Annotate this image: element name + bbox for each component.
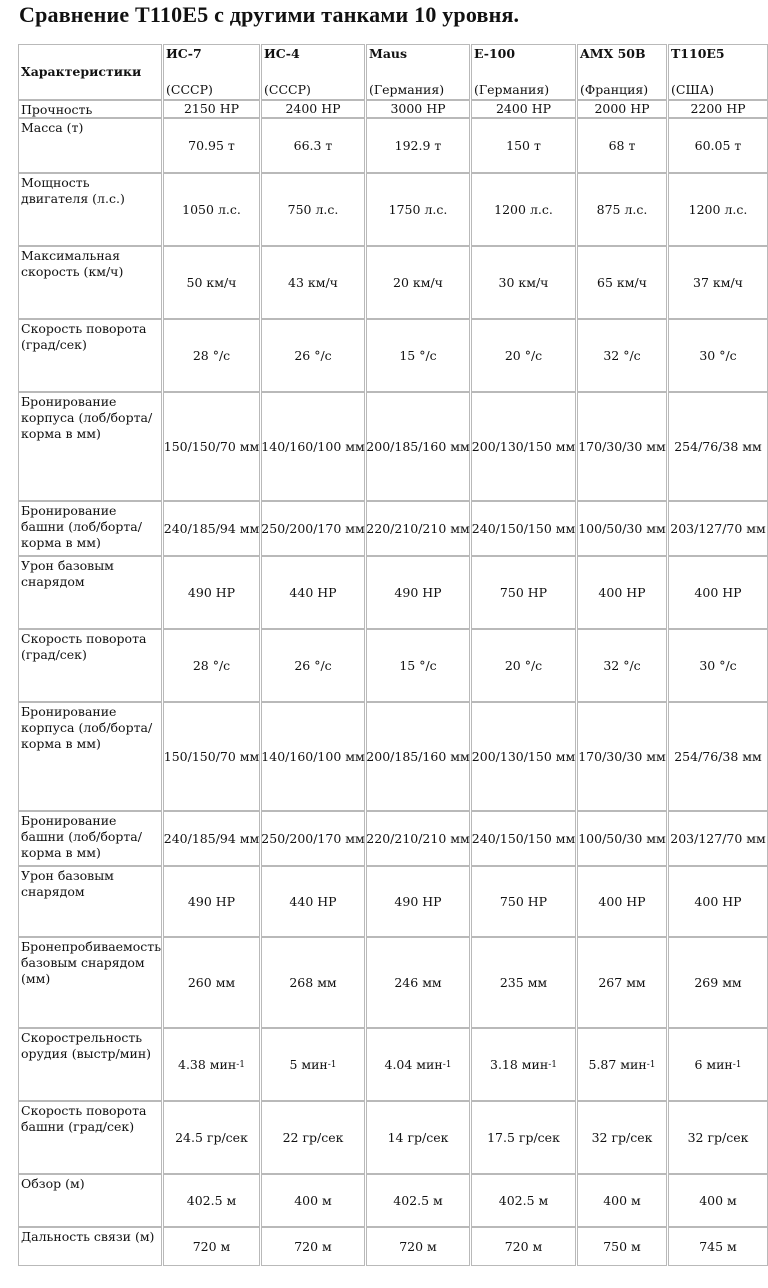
value-text: 3.18 мин: [490, 1056, 549, 1072]
row-label: Масса (т): [18, 118, 162, 173]
header-tank-1: [163, 44, 260, 100]
value-text: 14 гр/сек: [387, 1129, 449, 1145]
tank-name: Maus: [369, 46, 408, 61]
row-value: [577, 937, 667, 1028]
row-value: [261, 319, 365, 392]
row-value: [668, 501, 768, 556]
value-text: 32 гр/сек: [687, 1129, 749, 1145]
row-value: [471, 702, 576, 811]
value-text: 402.5 м: [186, 1192, 237, 1208]
value-text: 20 °/с: [504, 347, 543, 363]
row-value: [577, 866, 667, 937]
header-tank-5: [577, 44, 667, 100]
row-value: [366, 118, 470, 173]
value-text: 720 м: [294, 1238, 332, 1254]
value-text: 1200 л.с.: [494, 201, 553, 217]
table-row: [18, 246, 768, 319]
value-text: 32 °/с: [603, 657, 641, 673]
row-value: [577, 1227, 667, 1266]
row-value: [261, 1174, 365, 1227]
row-label: Скорость поворота башни (град/сек): [18, 1101, 162, 1174]
value-text: 254/76/38 мм: [674, 748, 762, 764]
row-label: Дальность связи (м): [18, 1227, 162, 1266]
value-text: 1050 л.с.: [182, 201, 241, 217]
row-label: Урон базовым снарядом: [18, 556, 162, 629]
tank-country: (СССР): [166, 82, 213, 97]
value-text: 5 мин: [289, 1056, 328, 1072]
row-value: [366, 556, 470, 629]
row-label: Бронирование корпуса (лоб/борта/корма в мм): [18, 392, 162, 501]
row-value: [366, 702, 470, 811]
row-value: [366, 392, 470, 501]
value-text: 140/160/100 мм: [261, 438, 365, 454]
row-value: [163, 501, 260, 556]
value-text: 37 км/ч: [693, 274, 743, 290]
table-row: [18, 100, 768, 118]
row-value: [366, 866, 470, 937]
row-value: [471, 501, 576, 556]
row-label: Максимальная скорость (км/ч): [18, 246, 162, 319]
value-text: 150 т: [506, 137, 541, 153]
value-text: 400 HP: [598, 584, 646, 600]
table-row: [18, 1227, 768, 1266]
value-text: 490 HP: [187, 893, 236, 909]
table-row: [18, 629, 768, 702]
value-text: 720 м: [504, 1238, 543, 1254]
row-label: Обзор (м): [18, 1174, 162, 1227]
value-text: 250/200/170 мм: [261, 830, 365, 846]
value-text: 100/50/30 мм: [578, 520, 666, 536]
value-text: 170/30/30 мм: [578, 748, 666, 764]
value-text: 875 л.с.: [596, 201, 648, 217]
value-text: 200/130/150 мм: [471, 748, 576, 764]
tank-name: T110E5: [671, 46, 725, 61]
row-value: [471, 556, 576, 629]
row-value: [163, 173, 260, 246]
value-text: 1200 л.с.: [688, 201, 748, 217]
tank-name: AMX 50B: [580, 46, 646, 61]
table-row: [18, 1174, 768, 1227]
table-row: [18, 811, 768, 866]
row-value: [668, 1101, 768, 1174]
value-text: 32 °/с: [603, 347, 641, 363]
row-value: [163, 1227, 260, 1266]
value-text: 192.9 т: [394, 137, 442, 153]
value-text: 240/185/94 мм: [163, 830, 260, 846]
value-text: 20 °/с: [504, 657, 543, 673]
row-label: Скорострельность орудия (выстр/мин): [18, 1028, 162, 1101]
value-text: 28 °/с: [192, 657, 231, 673]
value-text: 68 т: [608, 137, 636, 153]
value-text: 240/150/150 мм: [471, 520, 576, 536]
row-value: [577, 100, 667, 118]
row-value: [471, 866, 576, 937]
value-text: 490 HP: [394, 584, 442, 600]
row-value: [163, 246, 260, 319]
row-value: [163, 937, 260, 1028]
row-value: [163, 319, 260, 392]
header-features-cell: [18, 44, 162, 100]
table-row: [18, 319, 768, 392]
table-row: [18, 392, 768, 501]
header-tank-4: [471, 44, 576, 100]
value-text: 720 м: [399, 1238, 437, 1254]
value-text: 2400 HP: [495, 101, 552, 116]
value-text: 240/185/94 мм: [163, 520, 260, 536]
table-row: [18, 118, 768, 173]
row-value: [471, 629, 576, 702]
row-value: [261, 392, 365, 501]
row-value: 3.18 мин -1: [471, 1028, 576, 1101]
value-text: 200/185/160 мм: [366, 748, 470, 764]
value-text: 240/150/150 мм: [471, 830, 576, 846]
row-label: Бронепробиваемость базовым снарядом (мм): [18, 937, 162, 1028]
value-text: 402.5 м: [498, 1192, 549, 1208]
row-value: [577, 702, 667, 811]
row-value: [261, 556, 365, 629]
row-value: [577, 501, 667, 556]
value-text: 30 °/с: [699, 347, 737, 363]
row-value: [668, 319, 768, 392]
row-value: [668, 702, 768, 811]
value-text: 2200 HP: [690, 101, 746, 116]
tank-country: (СССР): [264, 82, 311, 97]
row-value: [163, 629, 260, 702]
row-value: [261, 501, 365, 556]
row-value: [668, 937, 768, 1028]
value-text: 150/150/70 мм: [163, 438, 260, 454]
value-text: 400 м: [294, 1192, 332, 1208]
row-value: [668, 629, 768, 702]
row-label: Бронирование башни (лоб/борта/корма в мм): [18, 811, 162, 866]
value-text: 203/127/70 мм: [670, 520, 766, 536]
row-value: [366, 1101, 470, 1174]
row-value: [261, 702, 365, 811]
row-value: [577, 118, 667, 173]
row-value: [366, 629, 470, 702]
value-text: 720 м: [192, 1238, 231, 1254]
row-label: Скорость поворота (град/сек): [18, 319, 162, 392]
tank-name: E-100: [474, 46, 516, 61]
row-value: [471, 811, 576, 866]
row-value: [163, 702, 260, 811]
row-value: [577, 556, 667, 629]
value-text: 20 км/ч: [393, 274, 443, 290]
value-text: 750 HP: [499, 893, 548, 909]
value-text: 490 HP: [187, 584, 236, 600]
row-value: [366, 100, 470, 118]
row-label: Урон базовым снарядом: [18, 866, 162, 937]
row-value: [577, 246, 667, 319]
value-text: 43 км/ч: [288, 274, 338, 290]
value-text: 24.5 гр/сек: [175, 1129, 248, 1145]
value-text: 745 м: [699, 1238, 737, 1254]
row-value: [261, 937, 365, 1028]
row-value: [261, 811, 365, 866]
row-value: [261, 118, 365, 173]
row-value: [668, 1227, 768, 1266]
row-value: [471, 173, 576, 246]
row-label: Скорость поворота (град/сек): [18, 629, 162, 702]
value-text: 140/160/100 мм: [261, 748, 365, 764]
row-value: 4.04 мин -1: [366, 1028, 470, 1101]
value-text: 5.87 мин: [588, 1056, 647, 1072]
table-row: [18, 937, 768, 1028]
value-text: 150/150/70 мм: [163, 748, 260, 764]
value-text: 30 км/ч: [498, 274, 549, 290]
value-text: 65 км/ч: [597, 274, 647, 290]
page-title: Сравнение T110E5 с другими танками 10 уровня.: [19, 2, 520, 27]
row-value: [163, 1101, 260, 1174]
row-value: [366, 319, 470, 392]
row-value: [471, 937, 576, 1028]
row-value: [261, 246, 365, 319]
row-value: [261, 100, 365, 118]
table-row: [18, 1101, 768, 1174]
row-value: [668, 866, 768, 937]
row-value: [366, 173, 470, 246]
value-text: 402.5 м: [393, 1192, 443, 1208]
value-text: 400 м: [699, 1192, 737, 1208]
row-value: [668, 811, 768, 866]
row-value: [668, 556, 768, 629]
value-text: 17.5 гр/сек: [487, 1129, 560, 1145]
row-value: [366, 1227, 470, 1266]
value-text: 1750 л.с.: [388, 201, 448, 217]
value-text: 203/127/70 мм: [670, 830, 766, 846]
value-text: 60.05 т: [694, 137, 742, 153]
value-text: 400 HP: [598, 893, 646, 909]
row-value: [577, 319, 667, 392]
row-value: [471, 246, 576, 319]
value-text: 268 мм: [289, 974, 337, 990]
value-text: 750 л.с.: [287, 201, 339, 217]
value-text: 22 гр/сек: [282, 1129, 344, 1145]
table-row: [18, 173, 768, 246]
value-text: 246 мм: [394, 974, 442, 990]
value-text: 250/200/170 мм: [261, 520, 365, 536]
value-text: 400 HP: [694, 893, 742, 909]
value-text: 15 °/с: [399, 657, 437, 673]
row-value: [163, 811, 260, 866]
row-value: [366, 246, 470, 319]
row-value: [366, 1174, 470, 1227]
value-text: 490 HP: [394, 893, 442, 909]
value-text: 400 HP: [694, 584, 742, 600]
row-label: Бронирование корпуса (лоб/борта/корма в мм): [18, 702, 162, 811]
table-row: [18, 556, 768, 629]
value-text: 26 °/с: [294, 657, 332, 673]
table-row: [18, 702, 768, 811]
value-text: 30 °/с: [699, 657, 737, 673]
header-features-label: Характеристики: [21, 64, 142, 79]
value-text: 235 мм: [499, 974, 548, 990]
table-row: [18, 1028, 768, 1101]
value-text: 3000 HP: [390, 101, 446, 116]
value-text: 170/30/30 мм: [578, 438, 666, 454]
row-value: [163, 100, 260, 118]
header-tank-6: [668, 44, 768, 100]
value-text: 2000 HP: [594, 101, 650, 116]
row-value: [163, 556, 260, 629]
table-row: [18, 866, 768, 937]
header-tank-2: [261, 44, 365, 100]
tank-country: (Германия): [474, 82, 550, 97]
row-value: [668, 100, 768, 118]
value-text: 260 мм: [187, 974, 236, 990]
row-value: [471, 319, 576, 392]
row-value: [471, 1101, 576, 1174]
value-text: 220/210/210 мм: [366, 830, 470, 846]
row-value: [577, 1174, 667, 1227]
value-text: 66.3 т: [293, 137, 333, 153]
row-value: [163, 118, 260, 173]
value-text: 200/130/150 мм: [471, 438, 576, 454]
value-text: 200/185/160 мм: [366, 438, 470, 454]
value-text: 220/210/210 мм: [366, 520, 470, 536]
value-text: 50 км/ч: [186, 274, 237, 290]
row-value: [577, 1101, 667, 1174]
value-text: 4.04 мин: [384, 1056, 443, 1072]
row-value: 5 мин -1: [261, 1028, 365, 1101]
row-value: [471, 118, 576, 173]
value-text: 28 °/с: [192, 347, 231, 363]
row-value: [163, 866, 260, 937]
row-label: Мощность двигателя (л.с.): [18, 173, 162, 246]
value-text: 440 HP: [289, 893, 337, 909]
row-value: [261, 1227, 365, 1266]
row-value: [668, 173, 768, 246]
row-value: [668, 1174, 768, 1227]
row-value: [261, 629, 365, 702]
table-row: [18, 501, 768, 556]
value-text: 2400 HP: [285, 101, 341, 116]
value-text: 269 мм: [694, 974, 742, 990]
row-value: [366, 811, 470, 866]
value-text: 750 м: [603, 1238, 641, 1254]
row-value: [471, 392, 576, 501]
value-text: 26 °/с: [294, 347, 332, 363]
tank-country: (США): [671, 82, 715, 97]
row-value: [471, 1174, 576, 1227]
value-text: 440 HP: [289, 584, 337, 600]
value-text: 32 гр/сек: [591, 1129, 653, 1145]
row-label: Прочность: [18, 100, 162, 118]
row-value: [366, 937, 470, 1028]
value-text: 267 мм: [598, 974, 646, 990]
header-row: [18, 44, 768, 100]
row-value: 5.87 мин -1: [577, 1028, 667, 1101]
row-label: Бронирование башни (лоб/борта/корма в мм): [18, 501, 162, 556]
row-value: 6 мин -1: [668, 1028, 768, 1101]
value-text: 6 мин: [694, 1056, 733, 1072]
tank-name: ИС-4: [264, 46, 300, 61]
header-tank-3: [366, 44, 470, 100]
row-value: [261, 1101, 365, 1174]
value-text: 750 HP: [499, 584, 548, 600]
row-value: [471, 1227, 576, 1266]
row-value: 4.38 мин -1: [163, 1028, 260, 1101]
row-value: [577, 392, 667, 501]
row-value: [471, 100, 576, 118]
value-text: 254/76/38 мм: [674, 438, 762, 454]
value-text: 15 °/с: [399, 347, 437, 363]
tank-country: (Германия): [369, 82, 445, 97]
row-value: [163, 1174, 260, 1227]
tank-country: (Франция): [580, 82, 649, 97]
tank-name: ИС-7: [166, 46, 202, 61]
value-text: 4.38 мин: [178, 1056, 237, 1072]
row-value: [261, 866, 365, 937]
row-value: [668, 392, 768, 501]
row-value: [366, 501, 470, 556]
row-value: [577, 811, 667, 866]
value-text: 100/50/30 мм: [578, 830, 666, 846]
row-value: [261, 173, 365, 246]
value-text: 400 м: [603, 1192, 641, 1208]
row-value: [163, 392, 260, 501]
value-text: 70.95 т: [188, 137, 235, 153]
row-value: [577, 173, 667, 246]
row-value: [668, 246, 768, 319]
value-text: 2150 HP: [183, 101, 240, 116]
row-value: [577, 629, 667, 702]
row-value: [668, 118, 768, 173]
